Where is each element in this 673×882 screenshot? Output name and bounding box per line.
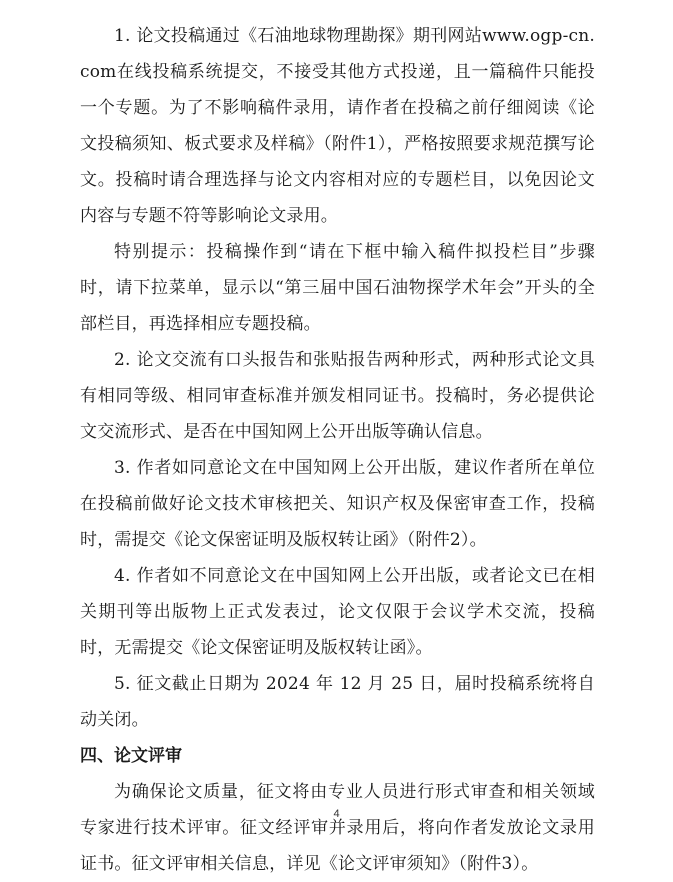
paragraph-item-2: 2. 论文交流有口头报告和张贴报告两种形式，两种形式论文具有相同等级、相同审查标准并颁发相同证书。投稿时，务必提供论文交流形式、是否在中国知网上公开出版等确认信息。 (80, 350, 595, 442)
section-heading: 四、论文评审 (80, 746, 182, 766)
paragraph-item-5: 5. 征文截止日期为 2024 年 12 月 25 日，届时投稿系统将自动关闭。 (80, 674, 595, 730)
review-paragraph: 为确保论文质量，征文将由专业人员进行形式审查和相关领域专家进行技术评审。征文经评审并录用后，将向作者发放论文录用证书。征文评审相关信息，详见《论文评审须知》（附件3）。 (80, 782, 595, 874)
page-number: 4 (333, 808, 340, 820)
paragraph-item-1: 1. 论文投稿通过《石油地球物理勘探》期刊网站www.ogp-cn.com在线投稿系统提交，不接受其他方式投递，且一篇稿件只能投一个专题。为了不影响稿件录用，请作者在投稿之前仔细阅读《论文投稿须知、板式要求及样稿》（附件1），严格按照要求规范撰写论文。投稿时请合理选择与论文内容相对应的专题栏目，以免因论文内容与专题不符等影响论文录用。 (80, 26, 595, 226)
paragraph-item-4: 4. 作者如不同意论文在中国知网上公开出版，或者论文已在相关期刊等出版物上正式发表过，论文仅限于会议学术交流，投稿时，无需提交《论文保密证明及版权转让函》。 (80, 566, 595, 658)
page-content (80, 18, 595, 882)
special-notice-paragraph: 特别提示：投稿操作到“请在下框中输入稿件拟投栏目”步骤时，请下拉菜单，显示以“第三届中国石油物探学术年会”开头的全部栏目，再选择相应专题投稿。 (80, 242, 595, 334)
paragraph-item-3: 3. 作者如同意论文在中国知网上公开出版，建议作者所在单位在投稿前做好论文技术审核把关、知识产权及保密审查工作，投稿时，需提交《论文保密证明及版权转让函》（附件2）。 (80, 458, 595, 550)
